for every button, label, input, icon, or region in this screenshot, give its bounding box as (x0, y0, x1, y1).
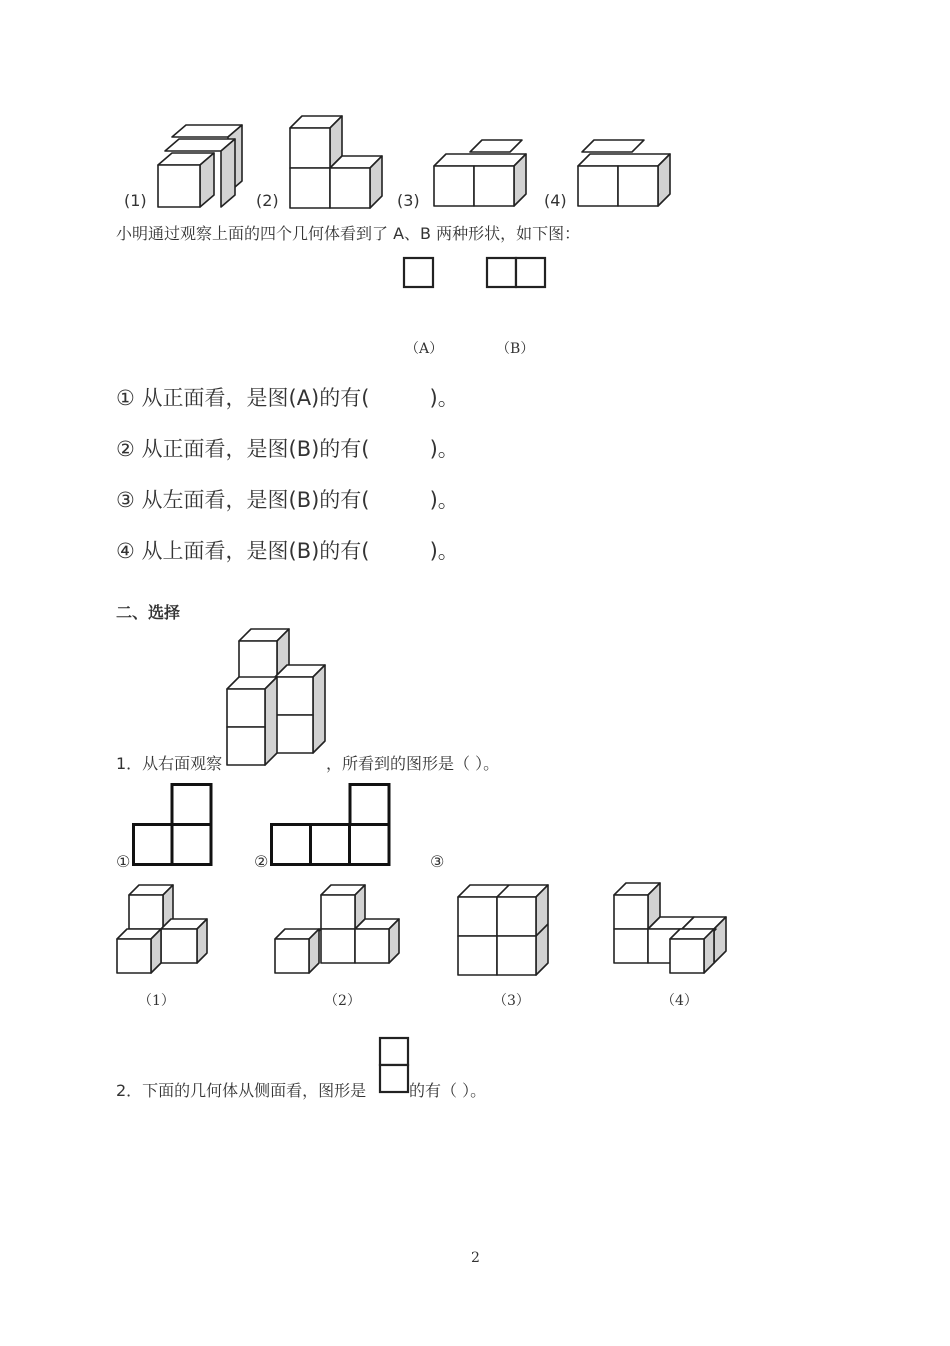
shape-b-view (486, 257, 548, 289)
q1-option-marker-1: ① (116, 852, 131, 871)
shape-b-label: （B） (496, 341, 535, 357)
q1-option-1-view (132, 783, 214, 867)
q1-solid-4 (614, 883, 730, 977)
top-figure-label-2: (2) (256, 191, 279, 210)
q1-solid-label-2: （2） (324, 993, 361, 1009)
fill-question-1: ① 从正面看，是图(A)的有( )。 (116, 386, 459, 410)
fill-question-2: ② 从正面看，是图(B)的有( )。 (116, 437, 459, 461)
q2-prefix: 2．下面的几何体从侧面看，图形是 (116, 1081, 367, 1100)
q1-option-marker-3: ③ (430, 852, 445, 871)
q1-suffix: ，所看到的图形是（ ）。 (326, 754, 500, 773)
shape-a-view (403, 257, 435, 289)
q1-solid-label-3: （3） (493, 993, 530, 1009)
shape-a-label: （A） (405, 341, 444, 357)
q1-solid-2 (275, 883, 401, 977)
top-figure-label-1: (1) (124, 191, 147, 210)
q2-side-view-shape (379, 1037, 411, 1095)
fill-question-3: ③ 从左面看，是图(B)的有( )。 (116, 488, 459, 512)
q1-reference-solid (227, 629, 327, 767)
q1-solid-1 (117, 883, 211, 977)
page-number: 2 (471, 1250, 480, 1266)
q1-option-marker-2: ② (254, 852, 269, 871)
q2-suffix: 的有（ ）。 (409, 1081, 487, 1100)
q1-solid-label-1: （1） (138, 993, 175, 1009)
top-figure-3-solid (434, 138, 534, 208)
section-heading: 二、选择 (116, 603, 181, 622)
fill-question-4: ④ 从上面看，是图(B)的有( )。 (116, 539, 459, 563)
q1-prefix: 1．从右面观察 (116, 754, 223, 773)
q1-solid-label-4: （4） (661, 993, 698, 1009)
top-figure-label-3: (3) (397, 191, 420, 210)
top-figure-label-4: (4) (544, 191, 567, 210)
top-figure-2-solid (290, 114, 386, 208)
top-figure-4-solid (578, 138, 678, 208)
top-figure-1-solid (158, 124, 244, 208)
intro-text: 小明通过观察上面的四个几何体看到了 A、B 两种形状，如下图： (116, 224, 581, 243)
q1-solid-3 (458, 883, 550, 977)
q1-option-2-view (270, 783, 392, 867)
